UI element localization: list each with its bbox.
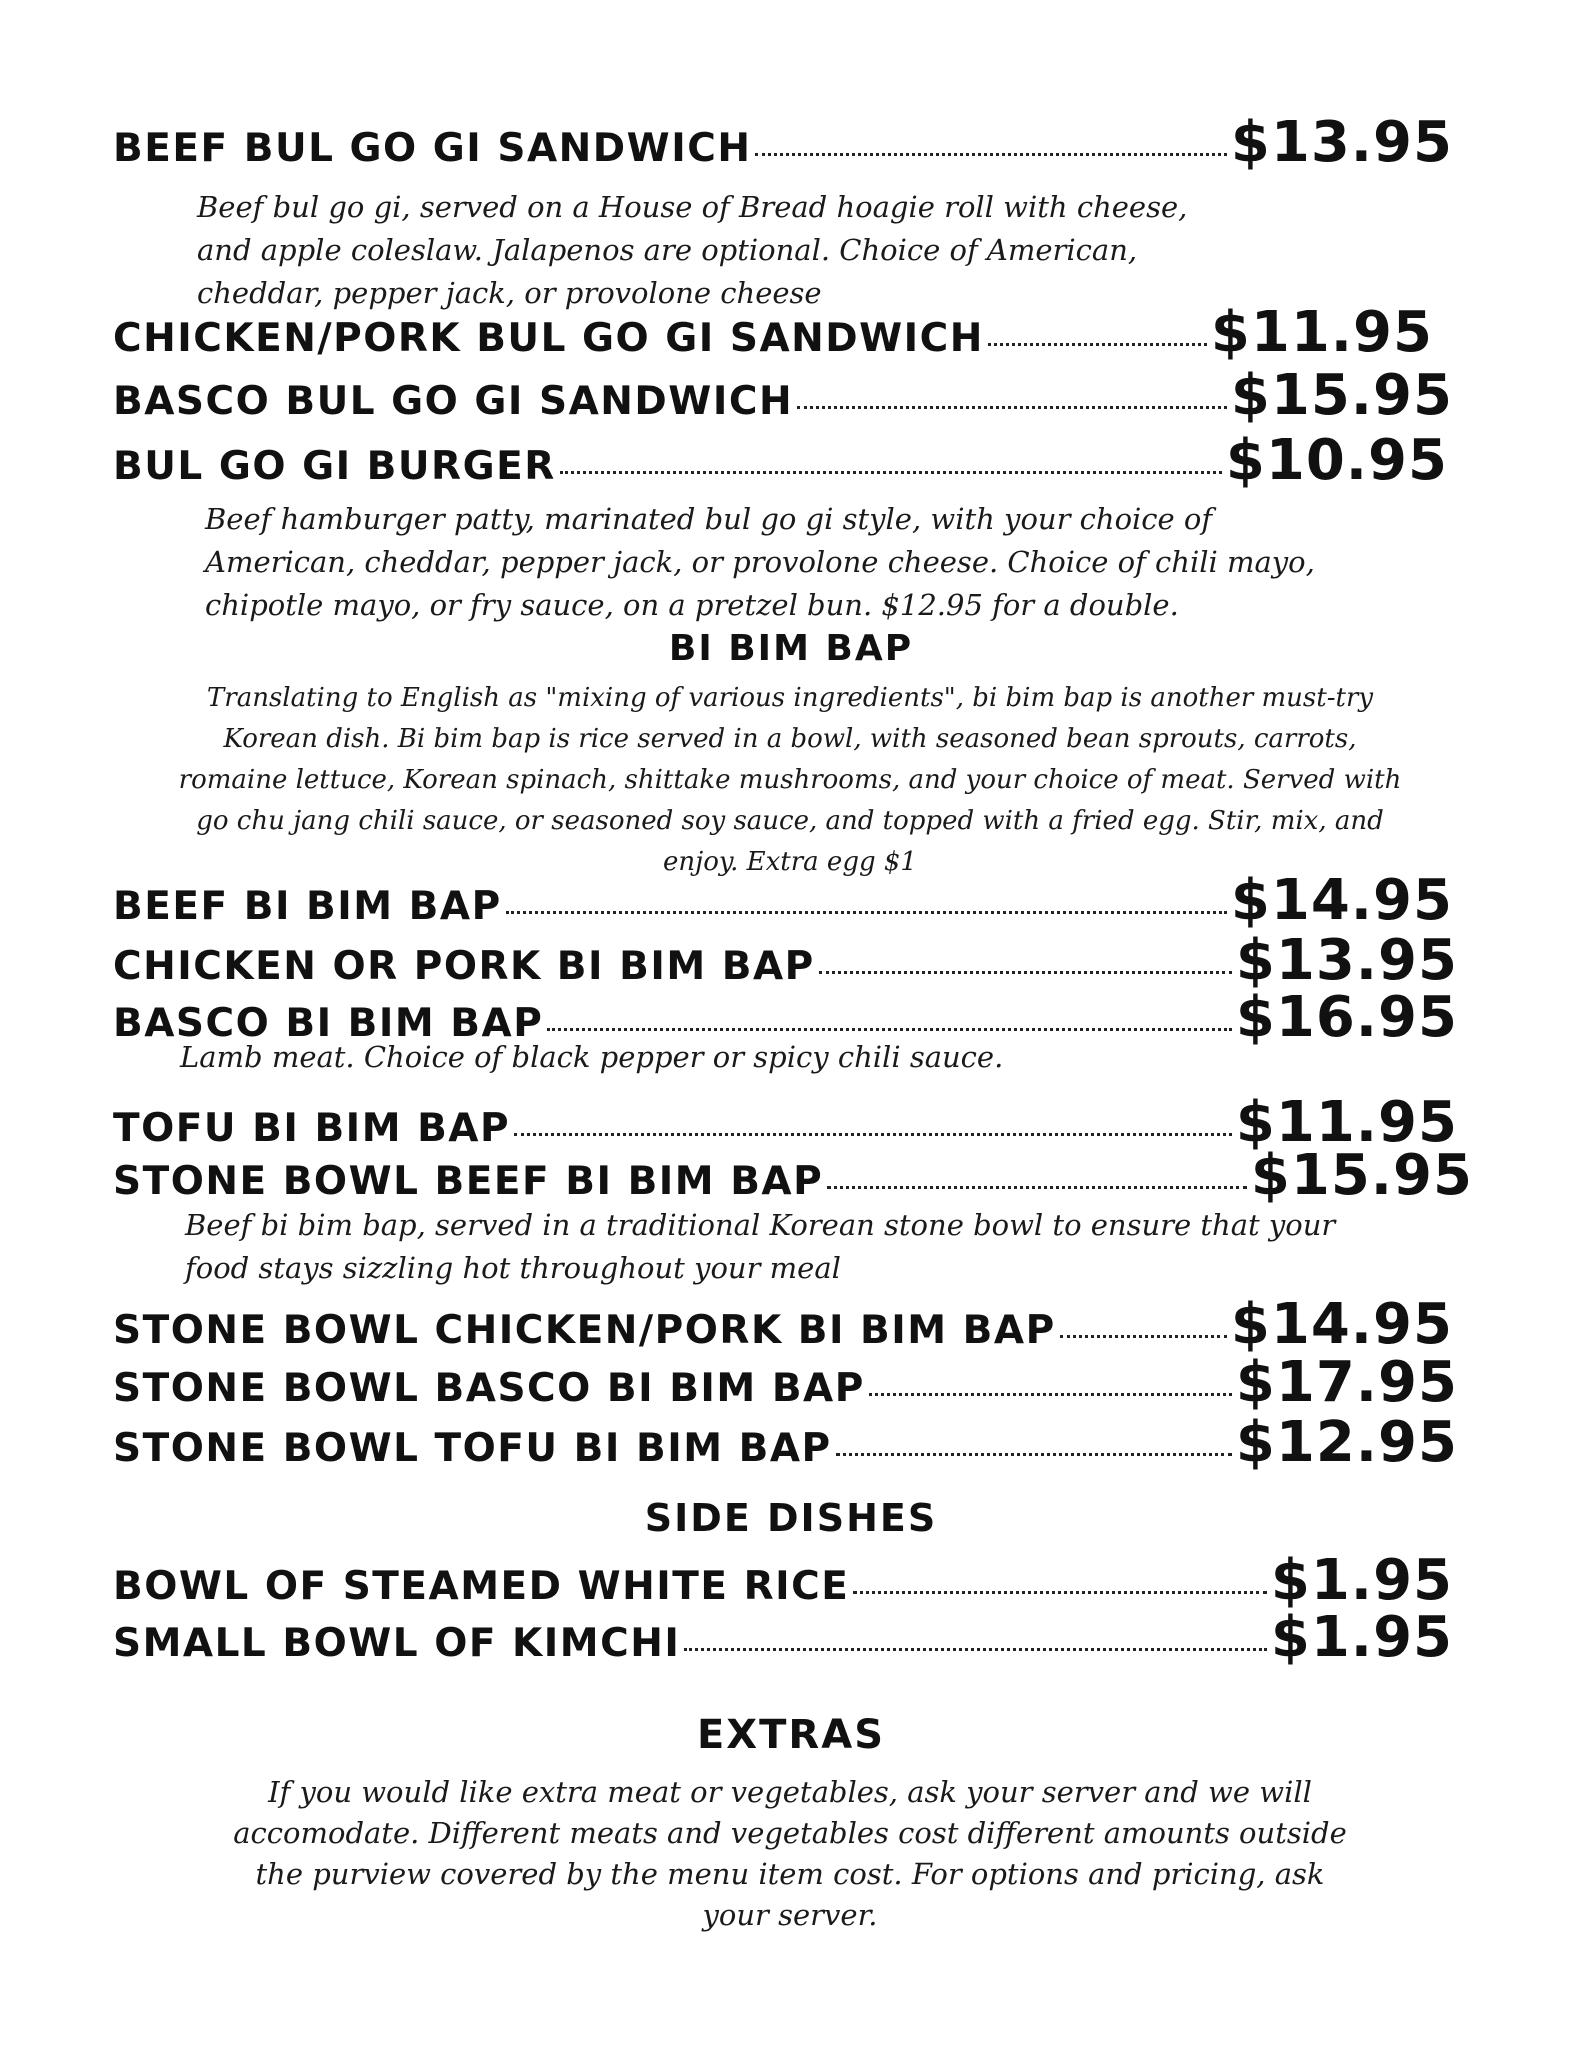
dot-leader	[836, 1453, 1232, 1456]
dot-leader	[819, 971, 1232, 974]
item-price: $13.95	[1230, 110, 1453, 175]
menu-item-beef-bibimbap	[113, 868, 1453, 933]
dot-leader	[1060, 1335, 1227, 1338]
menu-item-chicken-pork-bulgogi-sandwich	[113, 300, 1433, 365]
item-description: Beef hamburger patty, marinated bul go gi style, with your choice of American, cheddar, pepper jack, or provolone cheese. Choice of chili mayo, chipotle mayo, or fry sauce, on a pretzel bun. $12.95 for a double.	[205, 502, 1315, 622]
item-price: $11.95	[1235, 1090, 1458, 1155]
item-price: $17.95	[1235, 1350, 1458, 1415]
item-name: BASCO BI BIM BAP	[113, 1001, 544, 1046]
section-intro-bibimbap: Translating to English as "mixing of various ingredients", bi bim bap is another must-try Korean dish. Bi bim bap is rice served in a bowl, with seasoned bean sprouts, carrots, romaine lettuce, Korean spinach, shittake mushrooms, and your choice of meat. Served with go chu jang chili sauce, or seasoned soy sauce, and topped with a fried egg. Stir, mix, and enjoy. Extra egg $1	[178, 683, 1402, 877]
item-name: CHICKEN OR PORK BI BIM BAP	[113, 944, 815, 989]
item-name: TOFU BI BIM BAP	[113, 1106, 511, 1151]
dot-leader	[684, 1648, 1266, 1651]
extras-text: If you would like extra meat or vegetables, ask your server and we will accomodate. Different meats and vegetables cost different amounts outside the purview covered by the menu item cost. For options and pricing, ask your server.	[233, 1775, 1347, 1932]
menu-item-basco-bulgogi-sandwich	[113, 363, 1453, 428]
section-heading-extras: EXTRAS	[696, 1712, 885, 1758]
item-price: $15.95	[1250, 1143, 1473, 1208]
dot-leader	[560, 471, 1222, 474]
item-description: Beef bi bim bap, served in a traditional Korean stone bowl to ensure that your food stays sizzling hot throughout your meal	[185, 1208, 1336, 1285]
item-price: $15.95	[1230, 363, 1453, 428]
menu-item-chicken-pork-bibimbap	[113, 928, 1458, 993]
dot-leader	[869, 1393, 1232, 1396]
section-heading-bibimbap: BI BIM BAP	[668, 628, 914, 669]
dot-leader	[514, 1133, 1232, 1136]
section-heading-side-dishes: SIDE DISHES	[644, 1496, 938, 1540]
item-price: $1.95	[1270, 1548, 1453, 1613]
item-description: Beef bul go gi, served on a House of Bread hoagie roll with cheese, and apple coleslaw. Jalapenos are optional. Choice of American, cheddar, pepper jack, or provolone cheese	[197, 190, 1188, 310]
menu-item-beef-bulgogi-sandwich	[113, 110, 1453, 175]
menu-item-steamed-white-rice	[113, 1548, 1453, 1613]
item-name: BASCO BUL GO GI SANDWICH	[113, 379, 794, 424]
dot-leader	[797, 406, 1227, 409]
item-name: STONE BOWL BEEF BI BIM BAP	[113, 1159, 824, 1204]
item-name: BUL GO GI BURGER	[113, 444, 556, 489]
menu-item-small-kimchi	[113, 1605, 1453, 1670]
item-name: BEEF BI BIM BAP	[113, 884, 502, 929]
item-name: STONE BOWL CHICKEN/PORK BI BIM BAP	[113, 1308, 1056, 1353]
item-price: $11.95	[1210, 300, 1433, 365]
item-name: BOWL OF STEAMED WHITE RICE	[113, 1564, 850, 1609]
dot-leader	[988, 343, 1207, 346]
menu-item-stone-bowl-chicken-pork-bibimbap	[113, 1292, 1453, 1357]
item-name: BEEF BUL GO GI SANDWICH	[113, 126, 752, 171]
item-description: Lamb meat. Choice of black pepper or spicy chili sauce.	[180, 1040, 1004, 1074]
menu-item-stone-bowl-tofu-bibimbap	[113, 1410, 1458, 1475]
item-price: $16.95	[1235, 985, 1458, 1050]
dot-leader	[827, 1186, 1247, 1189]
item-name: STONE BOWL TOFU BI BIM BAP	[113, 1426, 832, 1471]
dot-leader	[755, 153, 1226, 156]
dot-leader	[506, 911, 1227, 914]
menu-item-stone-bowl-basco-bibimbap	[113, 1350, 1458, 1415]
item-name: CHICKEN/PORK BUL GO GI SANDWICH	[113, 316, 984, 361]
item-price: $12.95	[1235, 1410, 1458, 1475]
menu-item-bulgogi-burger	[113, 428, 1448, 493]
dot-leader	[853, 1591, 1266, 1594]
item-price: $14.95	[1230, 868, 1453, 933]
item-name: SMALL BOWL OF KIMCHI	[113, 1621, 681, 1666]
menu-item-stone-bowl-beef-bibimbap	[113, 1143, 1473, 1208]
item-name: STONE BOWL BASCO BI BIM BAP	[113, 1366, 865, 1411]
dot-leader	[547, 1028, 1232, 1031]
item-price: $10.95	[1225, 428, 1448, 493]
item-price: $1.95	[1270, 1605, 1453, 1670]
item-price: $14.95	[1230, 1292, 1453, 1357]
item-price: $13.95	[1235, 928, 1458, 993]
